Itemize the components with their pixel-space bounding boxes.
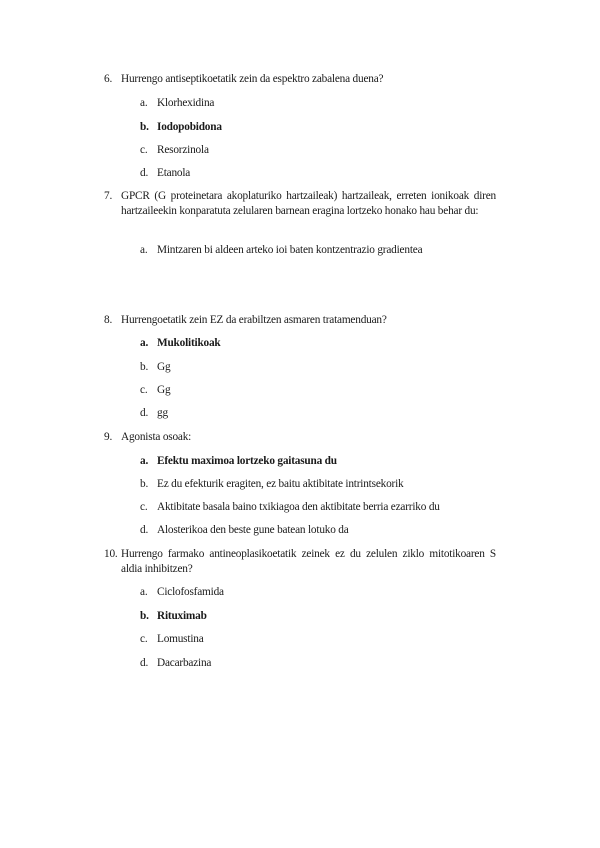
option-text: Klorhexidina [157, 97, 215, 109]
option-text: Iodopobidona [157, 121, 222, 133]
option-text: Efektu maximoa lortzeko gaitasuna du [157, 455, 337, 467]
question-6 [104, 72, 496, 87]
option-letter: a. [140, 337, 149, 349]
question-9-option-b [140, 477, 403, 491]
question-text: Agonista osoak: [121, 431, 192, 443]
question-9-option-a [140, 454, 337, 468]
question-8 [104, 313, 496, 328]
question-10-option-d [140, 656, 211, 670]
option-text: Ciclofosfamida [157, 586, 224, 598]
option-text: Aktibitate basala baino txikiagoa den aktibitate berria ezarriko du [157, 501, 440, 513]
option-text: Ez du efekturik eragiten, ez baitu aktibitate intrintsekorik [157, 478, 404, 490]
option-text: Alosterikoa den beste gune batean lotuko da [157, 524, 349, 536]
option-letter: d. [140, 657, 149, 669]
question-8-option-b [140, 360, 170, 374]
question-number: 7. [104, 190, 113, 202]
question-text: GPCR (G proteinetara akoplaturiko hartzaileak) hartzaileak, erreten ionikoak diren hartzaileekin konparatuta zelularen barnean eragina lortzeko honako hau behar du: [121, 190, 496, 217]
question-text: Hurrengo farmako antineoplasikoetatik zeinek ez du zelulen ziklo mitotikoaren S aldia inhibitzen? [121, 548, 496, 575]
option-letter: c. [140, 633, 148, 645]
option-letter: a. [140, 97, 148, 109]
question-number: 6. [104, 73, 113, 85]
option-text: Resorzinola [157, 144, 209, 156]
option-letter: d. [140, 524, 149, 536]
question-text: Hurrengoetatik zein EZ da erabiltzen asmaren tratamenduan? [121, 314, 387, 326]
option-letter: d. [140, 407, 149, 419]
question-8-option-d [140, 406, 168, 420]
question-number: 10. [104, 548, 118, 560]
question-text: Hurrengo antiseptikoetatik zein da espektro zabalena duena? [121, 73, 384, 85]
question-6-option-b [140, 120, 222, 134]
question-7 [104, 189, 496, 218]
question-9 [104, 430, 496, 445]
question-9-option-d [140, 523, 349, 537]
option-text: Gg [157, 361, 171, 373]
option-text: Gg [157, 384, 171, 396]
option-text: Dacarbazina [157, 657, 212, 669]
option-letter: b. [140, 361, 149, 373]
question-6-option-d [140, 166, 190, 180]
question-8-option-c [140, 383, 170, 397]
option-text: Mintzaren bi aldeen arteko ioi baten kontzentrazio gradientea [157, 244, 423, 256]
option-text: Rituximab [157, 610, 207, 622]
option-text: Etanola [157, 167, 191, 179]
option-letter: a. [140, 586, 148, 598]
question-9-option-c [140, 500, 440, 514]
option-letter: b. [140, 478, 149, 490]
option-text: gg [157, 407, 168, 419]
option-letter: a. [140, 455, 149, 467]
question-8-option-a [140, 336, 221, 350]
question-6-option-a [140, 96, 214, 110]
question-10-option-a [140, 585, 224, 599]
question-number: 9. [104, 431, 113, 443]
option-letter: c. [140, 501, 148, 513]
option-text: Lomustina [157, 633, 204, 645]
question-10-option-c [140, 632, 204, 646]
question-7-option-a [140, 243, 422, 257]
question-number: 8. [104, 314, 113, 326]
option-letter: b. [140, 121, 149, 133]
option-letter: a. [140, 244, 148, 256]
question-10 [104, 547, 496, 576]
option-text: Mukolitikoak [157, 337, 221, 349]
option-letter: d. [140, 167, 149, 179]
question-6-option-c [140, 143, 209, 157]
option-letter: c. [140, 144, 148, 156]
option-letter: c. [140, 384, 148, 396]
question-10-option-b [140, 609, 207, 623]
option-letter: b. [140, 610, 149, 622]
